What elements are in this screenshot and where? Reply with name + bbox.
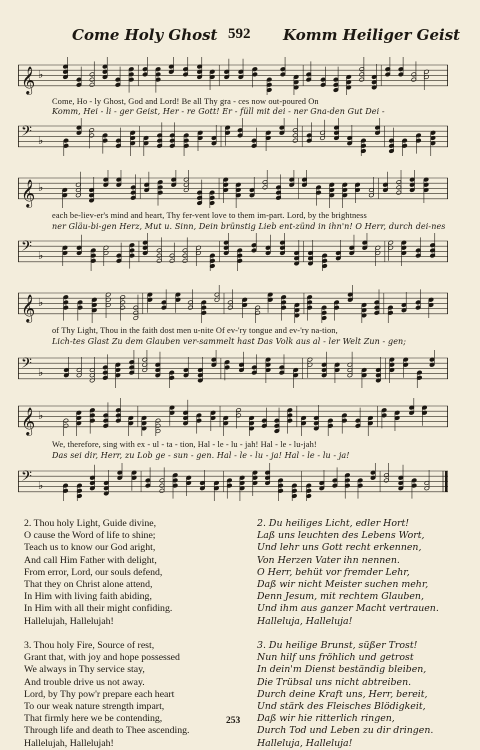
staff-engraving: [18, 398, 448, 436]
verse-line: Die Trübsal uns nicht abtreiben.: [257, 676, 412, 688]
verse-line: 3. Thou holy Fire, Source of rest,: [24, 640, 155, 652]
lyric-line-english: of Thy Light, Thou in the faith dost men u-nite Of ev-'ry tongue and ev-'ry na-tion,: [52, 326, 338, 335]
verse-line: [24, 628, 190, 640]
verse-line: O cause the Word of life to shine;: [24, 530, 156, 542]
svg-text:♭: ♭: [38, 181, 44, 194]
hymn-title-german: Komm Heiliger Geist: [283, 26, 461, 44]
verse-line: Von Herzen Vater ihn nennen.: [257, 554, 400, 566]
verse-line: Hallelujah, Hallelujah!: [24, 615, 114, 627]
verse-line: Teach us to know our God aright,: [24, 542, 156, 554]
svg-text:𝄞: 𝄞: [21, 178, 36, 207]
svg-text:♭: ♭: [38, 296, 44, 309]
svg-text:♭: ♭: [38, 249, 44, 263]
svg-text:𝄢: 𝄢: [21, 238, 32, 259]
verse-line: Through life and death to Thee ascending.: [24, 725, 190, 737]
verse-line: Durch deine Kraft uns, Herr, bereit,: [257, 688, 428, 700]
svg-text:𝄞: 𝄞: [21, 65, 36, 94]
verses-german: [257, 518, 439, 750]
verse-line: Halleluja, Halleluja!: [257, 615, 353, 627]
treble-staff: [18, 285, 448, 323]
svg-text:𝄢: 𝄢: [21, 355, 32, 376]
verse-line: From error, Lord, our souls defend,: [24, 566, 163, 578]
verse-line: [257, 628, 439, 640]
staff-engraving: [18, 350, 448, 388]
verse-line: 3. Du heilige Brunst, süßer Trost!: [257, 640, 418, 652]
verse-line: Und ihm aus ganzer Macht vertrauen.: [257, 603, 439, 615]
lyric-line-german: Lich-tes Glast Zu dem Glauben ver-sammelt hast Das Volk aus al - ler Welt Zun - gen;: [52, 337, 407, 346]
svg-text:𝄢: 𝄢: [21, 468, 32, 489]
svg-text:𝄞: 𝄞: [21, 406, 36, 435]
verse-line: Lord, by Thy pow'r prepare each heart: [24, 688, 175, 700]
verse-line: We always in Thy service stay,: [24, 664, 145, 676]
svg-text:𝄞: 𝄞: [21, 293, 36, 322]
verse-line: O Herr, behüt vor fremder Lehr,: [257, 566, 410, 578]
treble-staff: [18, 57, 448, 95]
treble-staff: [18, 398, 448, 436]
lyric-line-english: We, therefore, sing with ex - ul - ta - tion, Hal - le - lu - jah! Hal - le - lu-jah!: [52, 440, 317, 449]
lyric-line-english: Come, Ho - ly Ghost, God and Lord! Be all Thy gra - ces now out-poured On: [52, 97, 319, 106]
svg-text:♭: ♭: [38, 366, 44, 380]
page-number: 253: [226, 716, 241, 726]
staff-engraving: [18, 170, 448, 208]
treble-staff: [18, 170, 448, 208]
verse-line: Grant that, with joy and hope possessed: [24, 652, 180, 664]
staff-engraving: [18, 285, 448, 323]
svg-text:♭: ♭: [38, 409, 44, 422]
verse-line: In Him with living faith abiding,: [24, 591, 152, 603]
bass-staff: [18, 118, 448, 156]
verse-line: 2. Thou holy Light, Guide divine,: [24, 518, 157, 529]
verse-line: To our weak nature strength impart,: [24, 701, 165, 713]
verse-line: And call Him Father with delight,: [24, 554, 157, 566]
staff-engraving: [18, 57, 448, 95]
verse-line: Laß uns leuchten des Lebens Wort,: [257, 530, 425, 542]
verse-line: Halleluja, Halleluja!: [257, 737, 353, 749]
lyric-line-german: Komm, Hei - li - ger Geist, Her - re Gott! Er - füll mit dei - ner Gna-den Gut Dei -: [52, 107, 385, 116]
svg-text:♭: ♭: [38, 134, 44, 148]
lyric-line-german: ner Gläu-bi-gen Herz, Mut u. Sinn, Dein brünstig Lieb ent-zünd in ihn'n! O Herr, durch dei-nes: [52, 222, 446, 231]
lyric-line-english: each be-liev-er's mind and heart, Thy fer-vent love to them im-part. Lord, by the brightness: [52, 211, 367, 220]
verse-line: That they on Christ alone attend,: [24, 579, 153, 591]
verse-line: And trouble drive us not away.: [24, 676, 145, 688]
verse-line: In dein'm Dienst beständig bleiben,: [257, 664, 427, 676]
verse-line: Daß wir nicht Meister suchen mehr,: [257, 579, 429, 591]
verse-line: Daß wir hie ritterlich ringen,: [257, 713, 395, 725]
svg-text:♭: ♭: [38, 68, 44, 81]
bass-staff: [18, 463, 448, 501]
bass-staff: [18, 233, 448, 271]
svg-text:𝄢: 𝄢: [21, 123, 32, 144]
staff-engraving: [18, 118, 448, 156]
verse-line: Nun hilf uns fröhlich und getrost: [257, 652, 414, 664]
verse-line: Und lehr uns Gott recht erkennen,: [257, 542, 422, 554]
verse-line: Und stärk des Fleisches Blödigkeit,: [257, 701, 426, 713]
hymn-title-english: Come Holy Ghost: [72, 26, 218, 44]
staff-engraving: [18, 233, 448, 271]
verse-line: That firmly here we be contending,: [24, 713, 163, 725]
staff-engraving: [18, 463, 448, 501]
lyric-line-german: Das sei dir, Herr, zu Lob ge - sun - gen. Hal - le - lu - ja! Hal - le - lu - ja!: [52, 451, 350, 460]
verse-line: In Him with all their might confiding.: [24, 603, 173, 615]
verse-line: Durch Tod und Leben zu dir dringen.: [257, 725, 434, 737]
verse-line: Denn Jesum, mit rechtem Glauben,: [257, 591, 424, 603]
hymn-number: 592: [228, 26, 251, 42]
svg-text:♭: ♭: [38, 479, 44, 493]
verse-line: Hallelujah, Hallelujah!: [24, 737, 114, 749]
bass-staff: [18, 350, 448, 388]
verse-line: 2. Du heiliges Licht, edler Hort!: [257, 518, 410, 529]
verses-english: [24, 518, 190, 750]
